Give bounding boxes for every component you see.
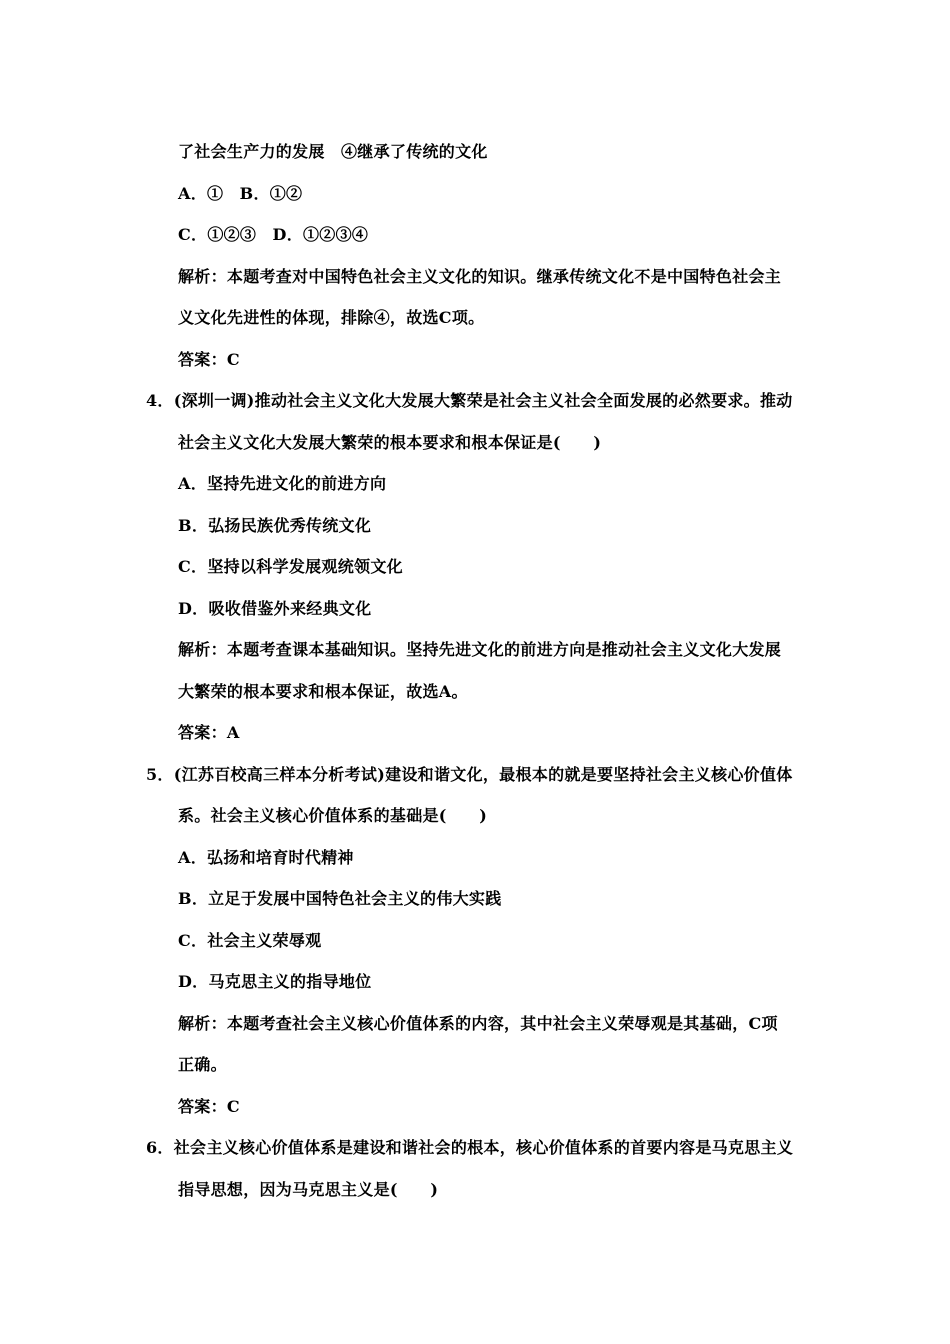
q5-answer: 答案：C xyxy=(178,1097,240,1116)
q4-stem-line-2: 社会主义文化大发展大繁荣的根本要求和根本保证是( ) xyxy=(178,433,602,452)
q4-stem-line-1: 4．(深圳一调)推动社会主义文化大发展大繁荣是社会主义社会全面发展的必然要求。推动 xyxy=(146,391,793,410)
q5-option-c: C．社会主义荣辱观 xyxy=(178,931,322,950)
q5-stem-line-1: 5．(江苏百校高三样本分析考试)建设和谐文化，最根本的就是要坚持社会主义核心价值体 xyxy=(146,765,793,784)
q3-option-cd: C．①②③ D．①②③④ xyxy=(178,225,369,244)
q6-stem-line-2: 指导思想，因为马克思主义是( ) xyxy=(178,1180,439,1199)
q4-option-c: C．坚持以科学发展观统领文化 xyxy=(178,557,403,576)
q5-option-b: B．立足于发展中国特色社会主义的伟大实践 xyxy=(178,889,502,908)
q5-analysis-line-1: 解析：本题考查社会主义核心价值体系的内容，其中社会主义荣辱观是其基础，C项 xyxy=(178,1014,778,1033)
q3-continuation: 了社会生产力的发展 ④继承了传统的文化 xyxy=(178,142,488,161)
q4-analysis-line-1: 解析：本题考查课本基础知识。坚持先进文化的前进方向是推动社会主义文化大发展 xyxy=(178,640,782,659)
q5-option-d: D．马克思主义的指导地位 xyxy=(178,972,372,991)
q5-stem-line-2: 系。社会主义核心价值体系的基础是( ) xyxy=(178,806,488,825)
q4-option-b: B．弘扬民族优秀传统文化 xyxy=(178,516,372,535)
q3-analysis-line-1: 解析：本题考查对中国特色社会主义文化的知识。继承传统文化不是中国特色社会主 xyxy=(178,267,782,286)
q5-analysis-line-2: 正确。 xyxy=(178,1055,227,1074)
q3-option-ab: A．① B．①② xyxy=(178,184,303,203)
q4-answer: 答案：A xyxy=(178,723,240,742)
q4-option-d: D．吸收借鉴外来经典文化 xyxy=(178,599,372,618)
q6-stem-line-1: 6．社会主义核心价值体系是建设和谐社会的根本，核心价值体系的首要内容是马克思主义 xyxy=(146,1138,794,1157)
q4-analysis-line-2: 大繁荣的根本要求和根本保证，故选A。 xyxy=(178,682,468,701)
q3-analysis-line-2: 义文化先进性的体现，排除④，故选C项。 xyxy=(178,308,485,327)
q3-answer: 答案：C xyxy=(178,350,240,369)
q5-option-a: A．弘扬和培育时代精神 xyxy=(178,848,354,867)
q4-option-a: A．坚持先进文化的前进方向 xyxy=(178,474,387,493)
